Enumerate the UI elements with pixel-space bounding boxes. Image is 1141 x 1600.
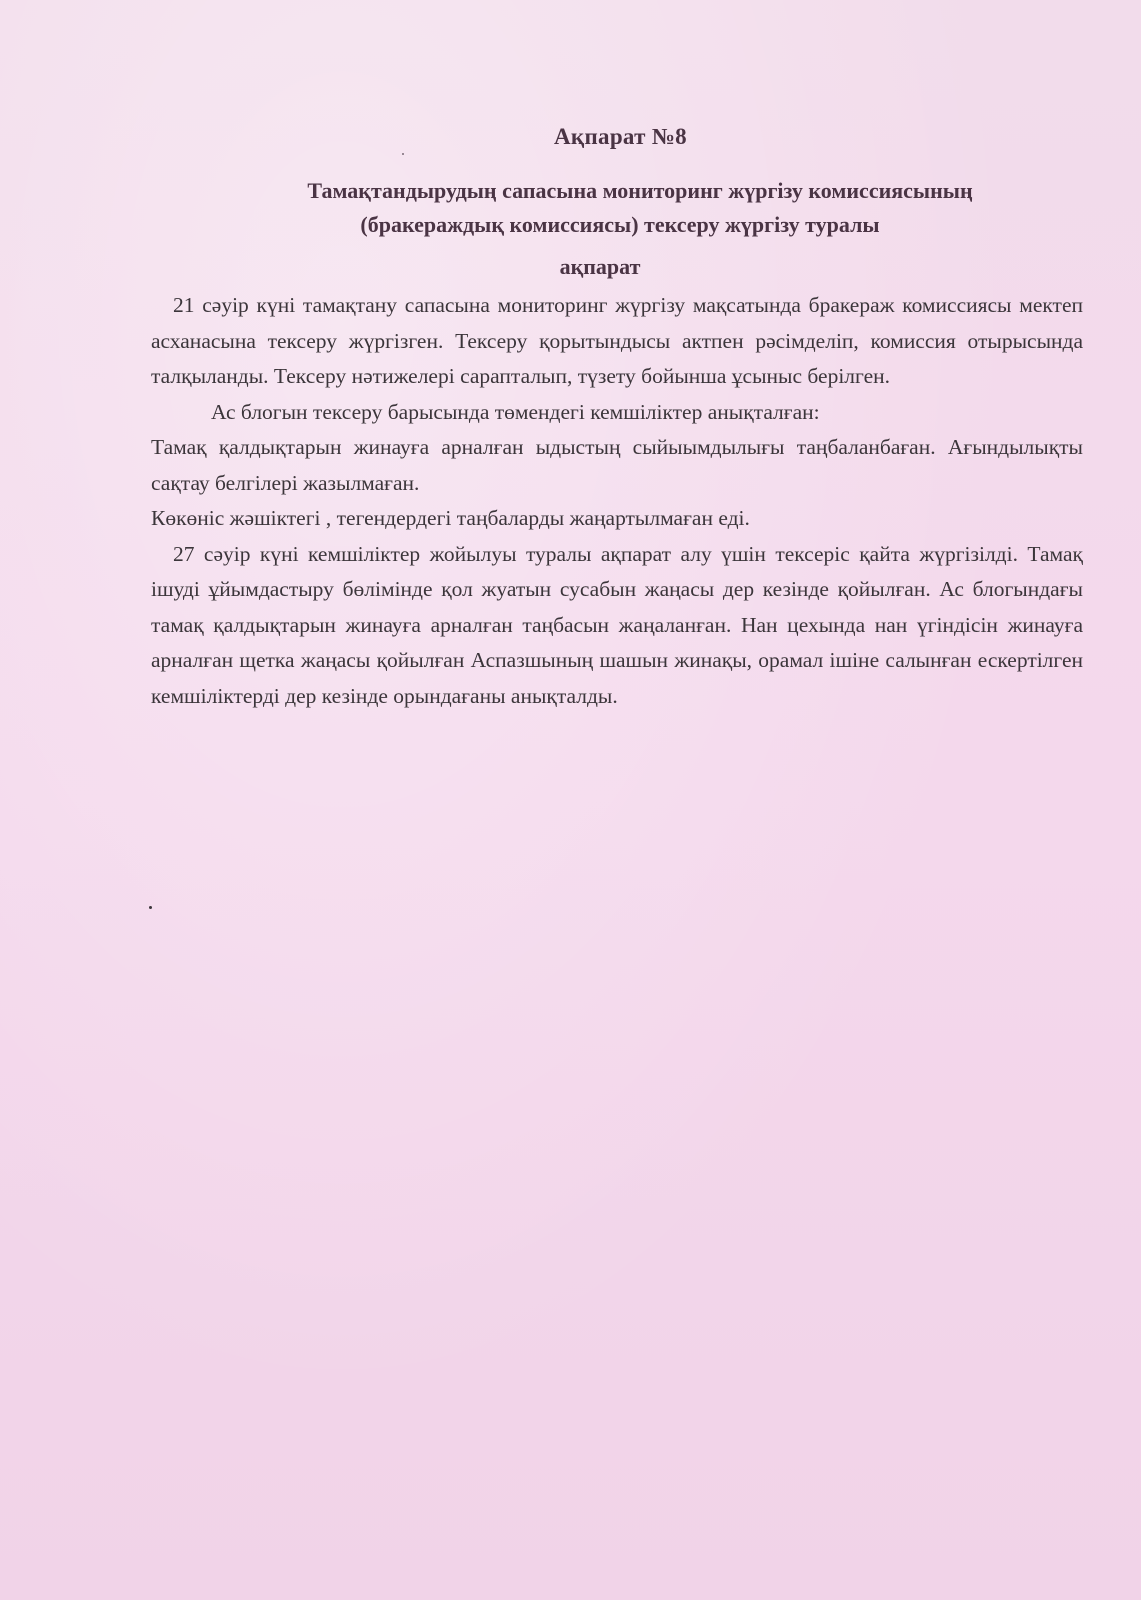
paragraph-findings-intro: Ас блогын тексеру барысында төмендегі кемшіліктер анықталған: bbox=[211, 399, 820, 424]
paragraph-waste-container: Тамақ қалдықтарын жинауға арналған ыдыстың сыйыымдылығы таңбаланбаған. Ағындылықты сақтау белгілері жазылмаған. bbox=[151, 435, 1083, 495]
subtitle-line-1: Тамақтандырудың сапасына мониторинг жүргізу комиссиясының bbox=[307, 178, 973, 203]
paper-speck bbox=[402, 153, 404, 155]
paragraph-first-inspection: 21 сәуір күні тамақтану сапасына мониторинг жүргізу мақсатында бракераж комиссиясы мектеп асханасына тексеру жүргізген. Тексеру қорытындысы актпен рәсімделіп, комиссия отырысында талқыланды. Тексеру нәтижелері сарапталып, түзету бойынша ұсыныс берілген. bbox=[151, 293, 1083, 388]
document-subtitle bbox=[150, 174, 1090, 284]
paragraph-vegetable-boxes: Көкөніс жәшіктегі , тегендердегі таңбаларды жаңартылмаған еді. bbox=[151, 506, 750, 530]
document-title: Ақпарат №8 bbox=[554, 124, 687, 149]
paragraph-reinspection: 27 сәуір күні кемшіліктер жойылуы туралы ақпарат алу үшін тексеріс қайта жүргізілді. Тамақ ішуді ұйымдастыру бөлімінде қол жуатын сусабын жаңасы дер кезінде қойылған. Ас блогындағы тамақ қалдықтарын жинауға арналған таңбасын жаңаланған. Нан цехында нан үгіндісін жинауға арналған щетка жаңасы қойылған Аспазшының шашын жинақы, орамал ішіне салынған ескертілген кемшіліктерді дер кезінде орындағаны анықталды. bbox=[151, 541, 1083, 708]
document-body bbox=[151, 288, 1083, 714]
subtitle-line-2: (бракераждық комиссиясы) тексеру жүргізу туралы bbox=[360, 212, 880, 237]
subtitle-line-3: ақпарат bbox=[559, 254, 641, 279]
stray-dot bbox=[149, 906, 152, 909]
